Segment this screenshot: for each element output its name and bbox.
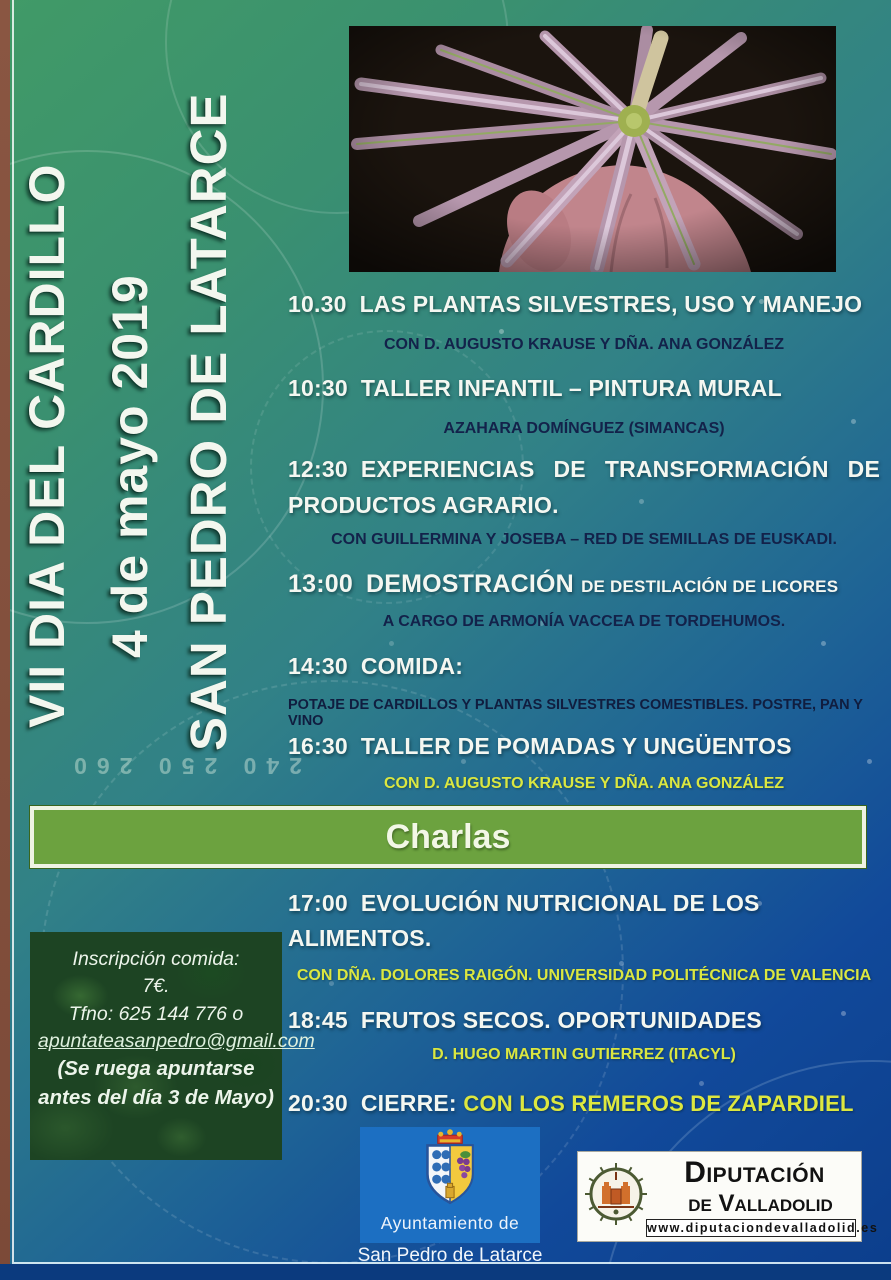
ayuntamiento-label: Ayuntamiento de [380,1213,520,1233]
schedule-item [288,729,880,764]
ayuntamiento-logo-box [360,1127,540,1243]
event-title: EVOLUCIÓN NUTRICIONAL DE LOS ALIMENTOS. [288,890,760,951]
event-menu-note: POTAJE DE CARDILLOS Y PLANTAS SILVESTRES COMESTIBLES. POSTRE, PAN Y VINO [288,697,863,729]
event-title: CIERRE: [360,1090,457,1116]
charla-item [288,1003,880,1038]
event-time: 18:45 [288,1007,348,1033]
charla-item [288,886,793,955]
event-time: 13:00 [288,570,353,598]
inscription-deadline: (Se ruega apuntarse antes del día 3 de Mayo) [38,1057,274,1109]
charlas-banner-label: Charlas [385,817,511,856]
san-pedro-label: San Pedro de Latarce [357,1245,543,1266]
event-speaker-note: CON D. AUGUSTO KRAUSE Y DÑA. ANA GONZÁLEZ [383,336,785,353]
event-subtitle: DE DESTILACIÓN DE LICORES [581,577,839,596]
event-time: 17:00 [288,890,348,916]
ayuntamiento-coat-of-arms-icon [417,1127,483,1211]
dial-numbers: 240 250 260 [64,753,302,779]
charla-speaker-note: CON DÑA. DOLORES RAIGÓN. UNIVERSIDAD POLITÉCNICA DE VALENCIA [296,967,872,984]
diputacion-emblem-icon [584,1162,648,1226]
inscription-phone: Tfno: 625 144 776 o [68,1002,244,1025]
event-title: COMIDA: [360,653,464,679]
inscription-box [30,932,315,1160]
event-time: 10.30 [288,291,347,317]
diputacion-name-line1: Diputación [684,1156,825,1189]
diputacion-name-line2: de Valladolid [688,1190,833,1217]
schedule-item [288,287,880,322]
schedule-item [288,452,880,523]
event-time: 12:30 [288,456,348,482]
event-speaker-note: AZAHARA DOMÍNGUEZ (SIMANCAS) [443,420,725,437]
inscription-line1: Inscripción comida: [72,948,240,970]
event-title: FRUTOS SECOS. OPORTUNIDADES [360,1007,762,1033]
event-speaker-note: CON GUILLERMINA Y JOSEBA – RED DE SEMILLAS DE EUSKADI. [331,531,837,548]
event-time: 10:30 [288,375,348,401]
event-time: 16:30 [288,733,348,759]
charlas-banner [30,806,866,868]
inscription-price: 7€. [142,975,170,998]
event-speaker-note: A CARGO DE ARMONÍA VACCEA DE TORDEHUMOS. [382,613,786,630]
event-title: TALLER INFANTIL – PINTURA MURAL [360,375,782,401]
charla-item [288,1086,880,1121]
event-title: EXPERIENCIAS DE TRANSFORMACIÓN DE PRODUCTOS AGRARIO. [288,456,880,518]
event-time: 14:30 [288,653,348,679]
poster-title-location: SAN PEDRO DE LATARCE [180,92,237,751]
event-title: TALLER DE POMADAS Y UNGÜENTOS [360,733,792,759]
event-time: 20:30 [288,1090,348,1116]
event-speaker-note: CON D. AUGUSTO KRAUSE Y DÑA. ANA GONZÁLEZ [383,775,785,792]
diputacion-logo-box [577,1151,879,1242]
event-title: LAS PLANTAS SILVESTRES, USO Y MANEJO [359,291,863,317]
left-brown-stripe [0,0,10,1280]
cardillo-photo-illustration [349,26,836,272]
event-title: DEMOSTRACIÓN [365,570,574,598]
schedule-item [288,566,880,604]
event-subtitle: CON LOS REMEROS DE ZAPARDIEL [463,1091,854,1116]
schedule-item [288,649,880,684]
poster-title-line1: VII DIA DEL CARDILLO [19,163,75,728]
inscription-email-link[interactable]: apuntateasanpedro@gmail.com [38,1029,315,1052]
schedule-item [288,371,880,406]
poster-title-date: 4 de mayo 2019 [102,274,158,658]
diputacion-url: www.diputaciondevalladolid.es [647,1221,879,1235]
cardillo-plant-photo [349,26,836,272]
charla-speaker-note: D. HUGO MARTIN GUTIERREZ (ITACYL) [432,1046,736,1063]
